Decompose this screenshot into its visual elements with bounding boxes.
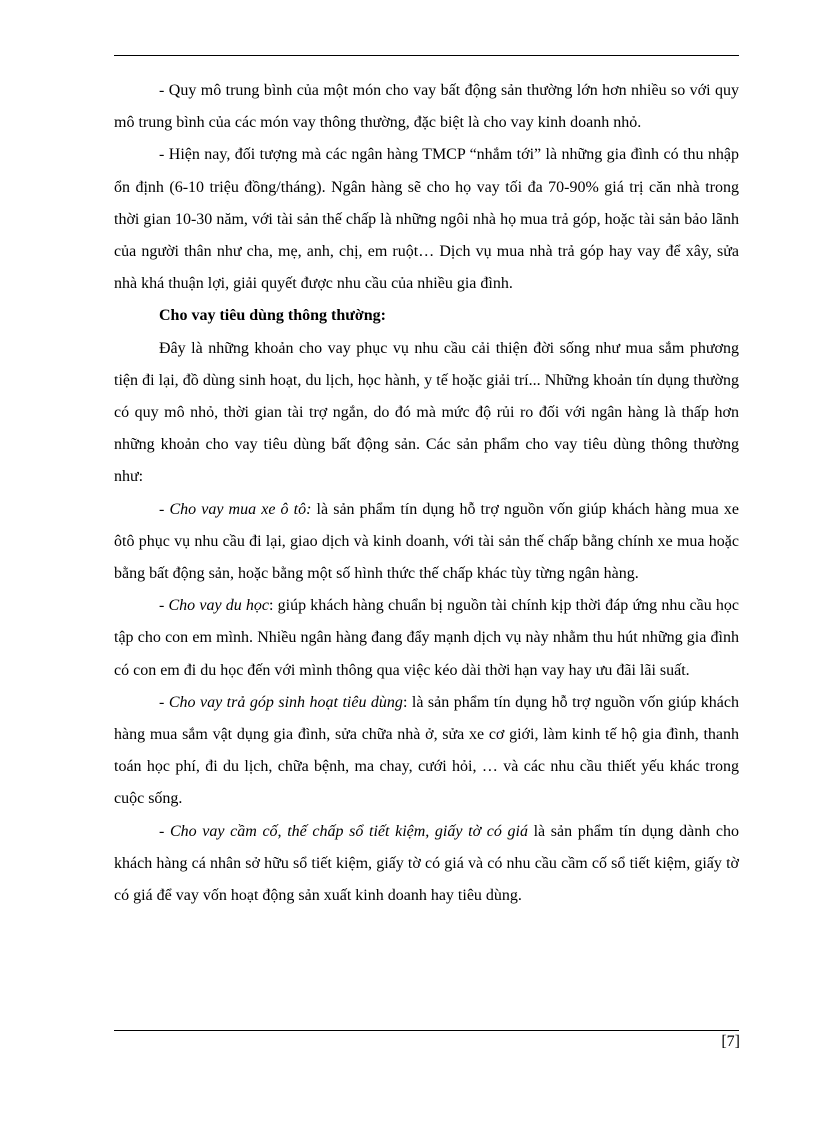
paragraph-text: : là sản phẩm tín dụng hỗ trợ nguồn vốn giúp khách hàng mua sắm vật dụng gia đình, sửa chữa nhà ở, sửa xe cơ giới, làm kinh tế hộ gia đình, thanh toán học phí, đi du lịch, chữa bệnh, ma chay, cưới hỏi, … và các nhu cầu thiết yếu khác trong cuộc sống. <box>114 693 740 808</box>
paragraph-lead-italic: - Cho vay cầm cố, thế chấp sổ tiết kiệm, giấy tờ có giá <box>159 822 528 840</box>
paragraph-lead-italic: - Cho vay mua xe ô tô: <box>159 500 312 518</box>
paragraph-text: - Quy mô trung bình của một món cho vay bất động sản thường lớn hơn nhiều so với quy mô trung bình của các món vay thông thường, đặc biệt là cho vay kinh doanh nhỏ. <box>114 82 739 132</box>
page-body <box>114 75 739 912</box>
paragraph-target-customers <box>114 139 739 300</box>
paragraph-pledge-loan <box>114 816 739 913</box>
section-heading: Cho vay tiêu dùng thông thường: <box>159 307 386 325</box>
paragraph-text: - Hiện nay, đối tượng mà các ngân hàng TMCP “nhắm tới” là những gia đình có thu nhập ổn định (6-10 triệu đồng/tháng). Ngân hàng sẽ cho họ vay tối đa 70-90% giá trị căn nhà trong thời gian 10-30 năm, với tài sản thế chấp là những ngôi nhà họ mua trả góp, hoặc tài sản bảo lãnh của người thân như cha, mẹ, anh, chị, em ruột… Dịch vụ mua nhà trả góp hay vay để xây, sửa nhà khá thuận lợi, giải quyết được nhu cầu của nhiều gia đình. <box>114 146 739 293</box>
paragraph-installment-loan <box>114 687 739 816</box>
page-number: [7] <box>721 1033 740 1050</box>
paragraph-lead-italic: - Cho vay trả góp sinh hoạt tiêu dùng <box>159 693 403 711</box>
paragraph-car-loan <box>114 494 739 591</box>
footer-rule <box>114 1030 739 1031</box>
paragraph-text: là sản phẩm tín dụng hỗ trợ nguồn vốn giúp khách hàng mua xe ôtô phục vụ nhu cầu đi lại, giao dịch và kinh doanh, với tài sản thế chấp bằng chính xe mua hoặc bằng bất động sản, hoặc bằng một số hình thức thế chấp khác tùy từng ngân hàng. <box>114 500 740 583</box>
paragraph-text: Đây là những khoản cho vay phục vụ nhu cầu cải thiện đời sống như mua sắm phương tiện đi lại, đồ dùng sinh hoạt, du lịch, học hành, y tế hoặc giải trí... Những khoản tín dụng thường có quy mô nhỏ, thời gian tài trợ ngắn, do đó mà mức độ rủi ro đối với ngân hàng là thấp hơn những khoản cho vay tiêu dùng bất động sản. Các sản phẩm cho vay tiêu dùng thông thường như: <box>114 339 739 486</box>
paragraph-text: : giúp khách hàng chuẩn bị nguồn tài chính kịp thời đáp ứng nhu cầu học tập cho con em mình. Nhiều ngân hàng đang đẩy mạnh dịch vụ này nhằm thu hút những gia đình có con em đi du học đến với mình thông qua việc kéo dài thời hạn vay hay ưu đãi lãi suất. <box>114 597 739 679</box>
paragraph-study-abroad-loan <box>114 590 739 687</box>
paragraph-consumer-loans-intro <box>114 333 739 494</box>
header-rule <box>114 55 739 56</box>
paragraph-text: là sản phẩm tín dụng dành cho khách hàng cá nhân sở hữu sổ tiết kiệm, giấy tờ có giá và có nhu cầu cầm cố sổ tiết kiệm, giấy tờ có giá để vay vốn hoạt động sản xuất kinh doanh hay tiêu dùng. <box>114 822 740 905</box>
paragraph-loan-size <box>114 75 739 139</box>
paragraph-lead-italic: - Cho vay du học <box>159 597 270 615</box>
